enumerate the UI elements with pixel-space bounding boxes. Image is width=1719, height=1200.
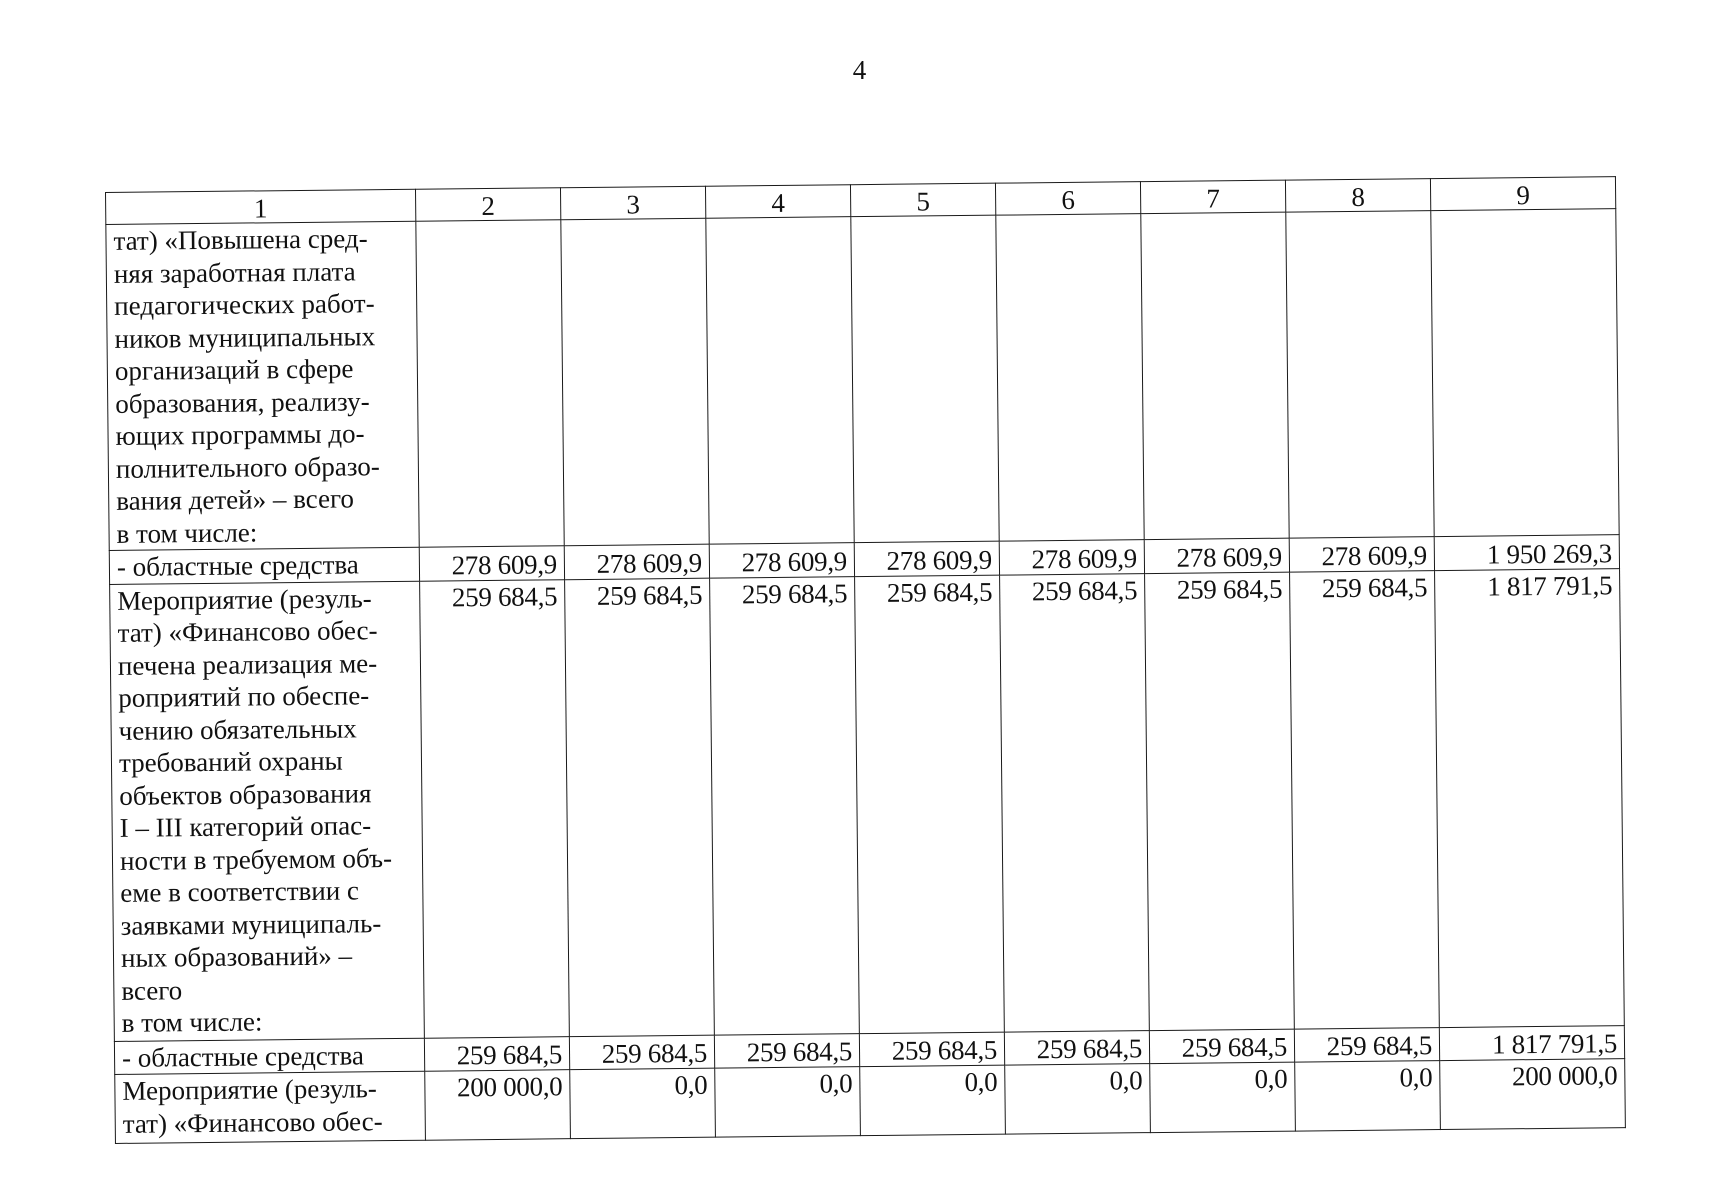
value-cell: 259 684,5 [565, 578, 715, 1036]
value-cell: 0,0 [1150, 1062, 1296, 1133]
value-cell [851, 215, 999, 543]
value-cell: 0,0 [1005, 1064, 1151, 1135]
row-label-cell: - областные средства [109, 547, 419, 584]
value-cell [996, 214, 1144, 542]
value-cell: 259 684,5 [710, 576, 860, 1034]
total-cell: 1 817 791,5 [1439, 1025, 1624, 1060]
value-cell [561, 218, 709, 546]
value-cell: 0,0 [715, 1067, 861, 1138]
value-cell: 0,0 [860, 1065, 1006, 1136]
value-cell: 259 684,5 [420, 579, 570, 1037]
value-cell [1141, 212, 1289, 540]
column-number-cell: 2 [415, 188, 560, 222]
value-cell [706, 217, 854, 545]
value-cell: 278 609,9 [999, 540, 1144, 575]
value-cell: 0,0 [1295, 1061, 1441, 1132]
value-cell: 200 000,0 [425, 1070, 571, 1141]
column-number-cell: 1 [106, 189, 416, 224]
value-cell: 278 609,9 [1144, 538, 1289, 573]
column-number-cell: 4 [705, 185, 850, 219]
total-cell: 1 950 269,3 [1434, 535, 1619, 570]
table-row [110, 568, 1625, 1041]
column-number-cell: 6 [995, 182, 1140, 216]
value-cell: 259 684,5 [1000, 573, 1150, 1031]
row-label-cell: Мероприятие (резуль- тат) «Финансово обес- [115, 1071, 426, 1143]
column-number-cell: 8 [1285, 179, 1430, 213]
value-cell: 0,0 [570, 1068, 716, 1139]
table-row [106, 209, 1619, 551]
value-cell [1286, 211, 1434, 539]
total-cell: 200 000,0 [1440, 1059, 1626, 1130]
total-cell [1431, 209, 1619, 537]
value-cell: 259 684,5 [855, 575, 1005, 1033]
value-cell: 259 684,5 [714, 1033, 859, 1068]
column-number-cell: 5 [850, 183, 995, 217]
value-cell: 259 684,5 [859, 1032, 1004, 1067]
value-cell: 259 684,5 [1294, 1027, 1439, 1062]
value-cell: 259 684,5 [1149, 1029, 1294, 1064]
value-cell: 259 684,5 [1145, 572, 1295, 1030]
value-cell: 259 684,5 [1004, 1030, 1149, 1065]
total-cell: 1 817 791,5 [1435, 568, 1625, 1027]
row-label-cell: - областные средства [114, 1038, 424, 1075]
value-cell: 278 609,9 [854, 541, 999, 576]
row-label-cell: тат) «Повышена сред- няя заработная плата педагогических работ- ников муниципальных организаций в сфере образования, реализу- ющих программы до- полнительного образо- вания детей» – всего в том числе: [106, 221, 419, 550]
budget-table-wrapper [105, 176, 1625, 1157]
column-number-cell: 7 [1140, 180, 1285, 214]
page-number: 4 [852, 55, 867, 85]
column-number-cell: 3 [560, 186, 705, 220]
row-label-cell: Мероприятие (резуль- тат) «Финансово обес- печена реализация ме- роприятий по обеспе- чению обязательных требований охраны объектов образования I – III категорий опас- ности в требуемом объ- еме в соответствии с заявками муниципаль- ных образований» – всего в том числе: [110, 581, 425, 1041]
value-cell: 278 609,9 [709, 543, 854, 578]
value-cell [416, 220, 564, 548]
column-number-cell: 9 [1430, 177, 1615, 211]
value-cell: 278 609,9 [564, 544, 709, 579]
value-cell: 278 609,9 [419, 546, 564, 581]
value-cell: 259 684,5 [569, 1035, 714, 1070]
value-cell: 259 684,5 [424, 1036, 569, 1071]
budget-table [105, 176, 1626, 1144]
value-cell: 259 684,5 [1290, 570, 1440, 1028]
value-cell: 278 609,9 [1289, 537, 1434, 572]
